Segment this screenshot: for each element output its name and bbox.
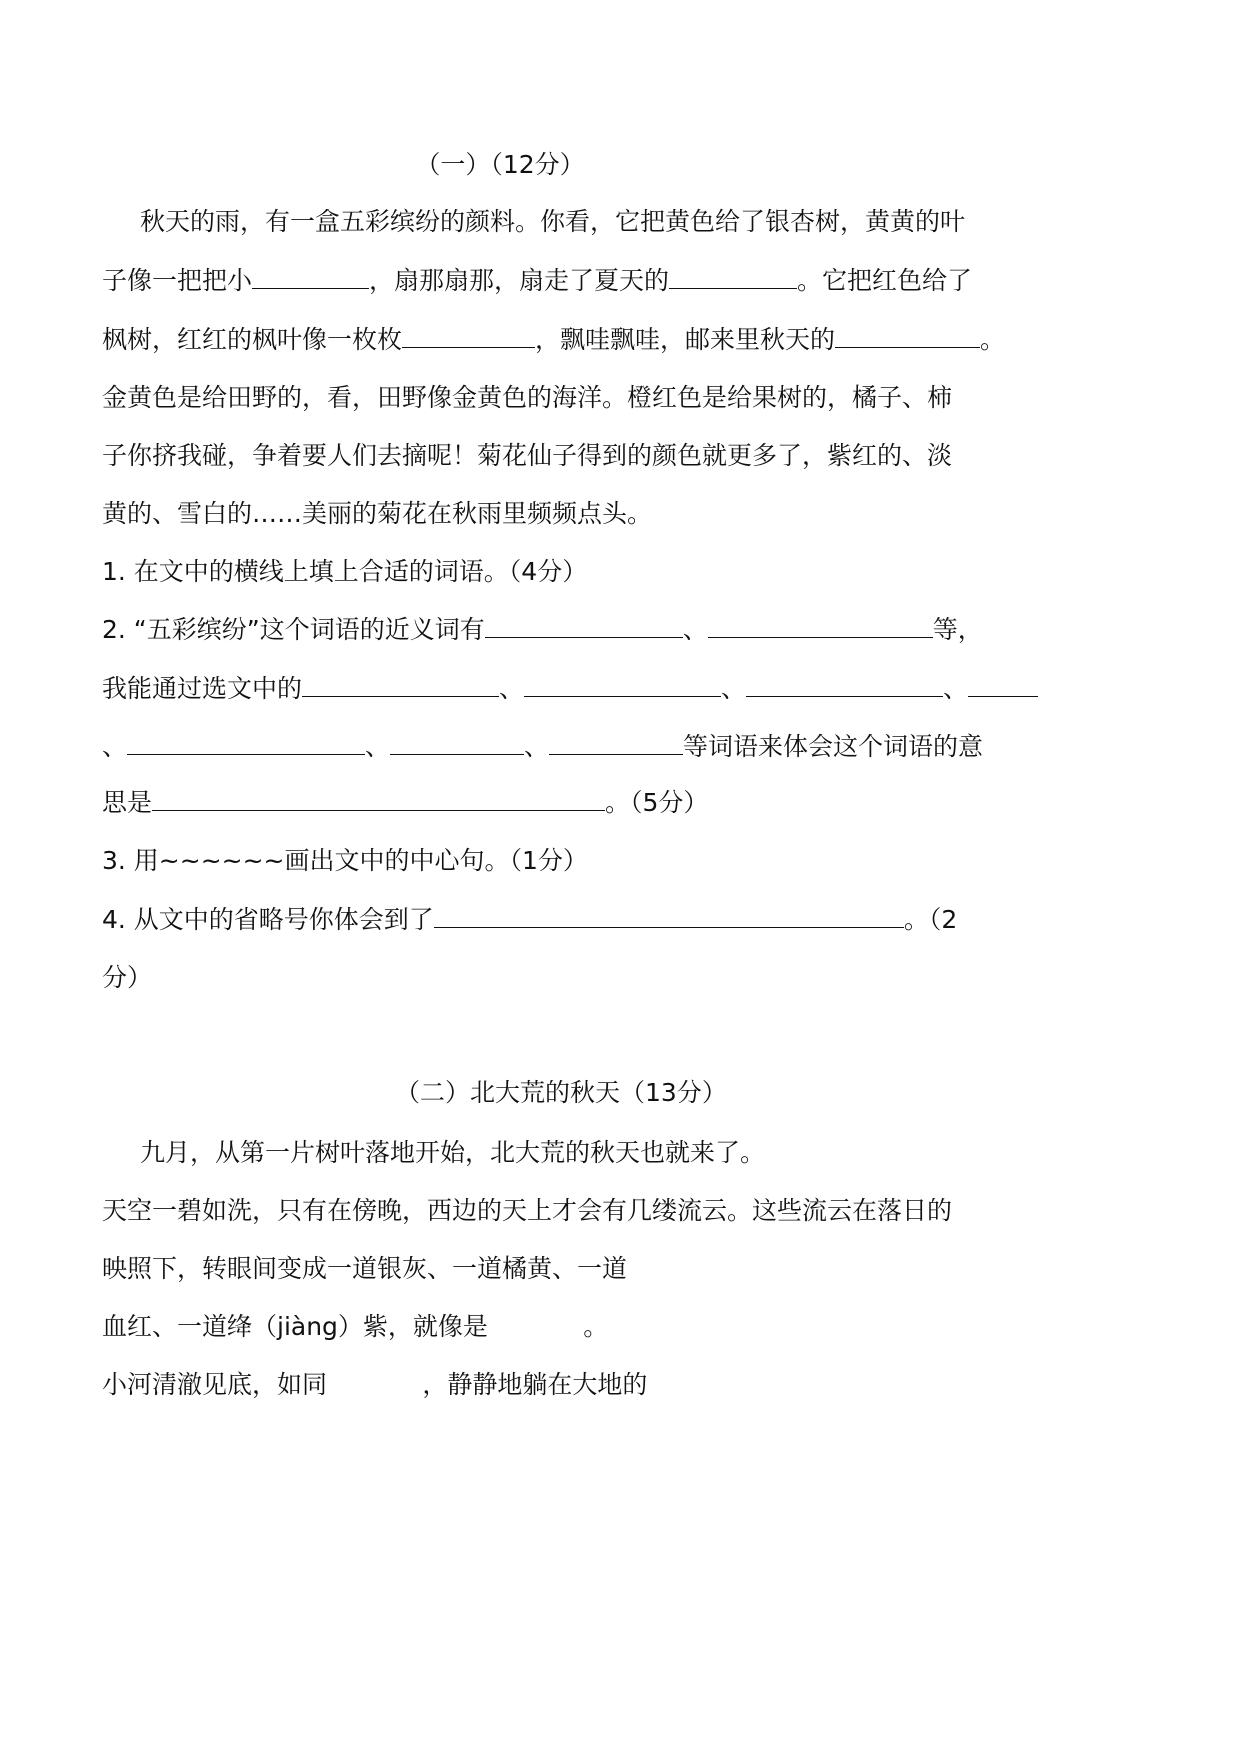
fill-blank[interactable] — [524, 674, 721, 697]
fill-blank[interactable] — [302, 674, 499, 697]
text: 、 — [499, 674, 525, 703]
fill-blank[interactable] — [252, 266, 369, 289]
text: 枫树，红红的枫叶像一枚枚 — [102, 325, 403, 354]
fill-blank[interactable] — [485, 615, 683, 638]
text: 等， — [932, 615, 983, 644]
text: 我能通过选文中的 — [102, 674, 303, 703]
fill-blank[interactable] — [390, 732, 524, 755]
passage-line: 金黄色是给田野的，看，田野像金黄色的海洋。橙红色是给果树的，橘子、柿 — [102, 383, 953, 412]
fill-blank[interactable] — [968, 674, 1038, 697]
fill-blank[interactable] — [152, 788, 605, 811]
section2-title: （二）北大荒的秋天（13分） — [395, 1078, 727, 1107]
text: 、 — [682, 615, 708, 644]
text: 。（5分） — [605, 788, 709, 817]
text: 等词语来体会这个词语的意 — [683, 732, 984, 761]
passage-line: 天空一碧如洗，只有在傍晚，西边的天上才会有几缕流云。这些流云在落日的 — [102, 1196, 953, 1225]
passage-line: 秋天的雨，有一盒五彩缤纷的颜料。你看，它把黄色给了银杏树，黄黄的叶 — [140, 207, 966, 236]
passage-line: 映照下，转眼间变成一道银灰、一道橘黄、一道 — [102, 1254, 628, 1283]
text: 。 — [980, 325, 1006, 354]
text: 子像一把把小 — [102, 266, 253, 295]
passage-line — [102, 266, 972, 296]
fill-blank[interactable] — [549, 732, 683, 755]
question-3: 3. 用~~~~~~画出文中的中心句。（1分） — [102, 846, 588, 875]
text: 。（2 — [903, 905, 958, 934]
question-4 — [102, 905, 957, 935]
question-2-line — [102, 732, 983, 762]
text: 、 — [943, 674, 969, 703]
text: 2. “五彩缤纷”这个词语的近义词有 — [102, 615, 485, 644]
passage-line: 子你挤我碰，争着要人们去摘呢！菊花仙子得到的颜色就更多了，紫红的、淡 — [102, 441, 953, 470]
text: 、 — [102, 732, 128, 761]
fill-blank[interactable] — [127, 732, 365, 755]
question-2-line — [102, 674, 1038, 704]
fill-blank[interactable] — [434, 905, 904, 928]
passage-line: 黄的、雪白的……美丽的菊花在秋雨里频频点头。 — [102, 499, 653, 528]
fill-blank[interactable] — [402, 325, 535, 348]
text: 思是 — [102, 788, 153, 817]
question-4-line: 分） — [102, 963, 153, 992]
text: 、 — [524, 732, 550, 761]
question-2 — [102, 615, 983, 645]
fill-blank[interactable] — [669, 266, 797, 289]
text: 、 — [721, 674, 747, 703]
text: 、 — [365, 732, 391, 761]
text: 。它把红色给了 — [797, 266, 973, 295]
question-1: 1. 在文中的横线上填上合适的词语。（4分） — [102, 557, 588, 586]
section1-title: （一）（12分） — [415, 150, 585, 179]
passage-line: 血红、一道绛（jiàng）紫，就像是 。 — [102, 1312, 609, 1341]
fill-blank[interactable] — [835, 325, 980, 348]
text: ，飘哇飘哇，邮来里秋天的 — [535, 325, 836, 354]
passage-line: 九月，从第一片树叶落地开始，北大荒的秋天也就来了。 — [140, 1138, 766, 1167]
question-2-line — [102, 788, 708, 818]
passage-line — [102, 325, 1005, 355]
fill-blank[interactable] — [746, 674, 943, 697]
text: ，扇那扇那，扇走了夏天的 — [369, 266, 670, 295]
fill-blank[interactable] — [708, 615, 933, 638]
passage-line: 小河清澈见底，如同 ，静静地躺在大地的 — [102, 1370, 648, 1399]
text: 4. 从文中的省略号你体会到了 — [102, 905, 434, 934]
